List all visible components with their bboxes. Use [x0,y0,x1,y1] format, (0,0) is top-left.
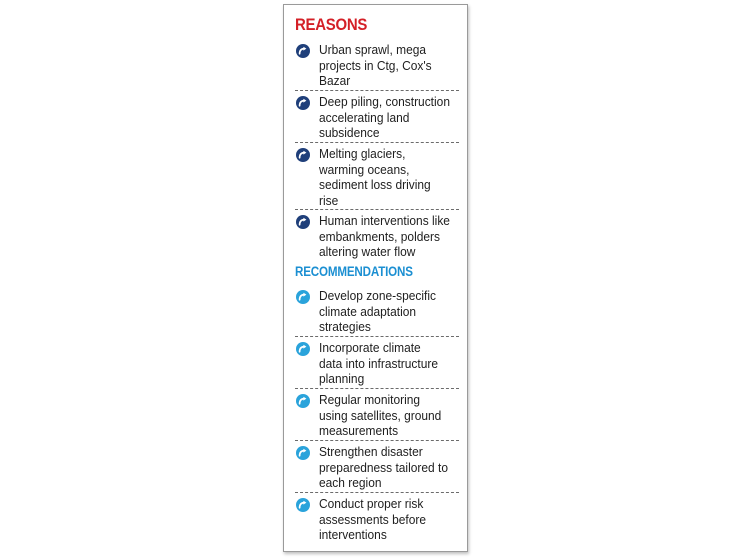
divider [295,336,459,337]
divider [295,209,459,210]
divider [295,388,459,389]
divider [295,90,459,91]
arrow-circle-icon [296,290,310,304]
arrow-circle-icon [296,342,310,356]
reason-item-text: Deep piling, construction accelerating land subsidence [319,94,450,140]
recommendation-item-text: Develop zone-specific climate adaptation strategies [319,288,437,334]
recommendation-item-text: Regular monitoring using satellites, ground measurements [319,392,442,438]
reasons-heading: REASONS [295,15,368,34]
reason-item-text: Urban sprawl, mega projects in Ctg, Cox's Bazar [319,42,432,88]
arrow-circle-icon [296,96,310,110]
arrow-circle-icon [296,44,310,58]
recommendations-heading: RECOMMENDATIONS [295,264,413,279]
arrow-circle-icon [296,148,310,162]
infobox-panel [283,4,468,552]
arrow-circle-icon [296,215,310,229]
divider [295,440,459,441]
arrow-circle-icon [296,498,310,512]
divider [295,142,459,143]
recommendation-item-text: Incorporate climate data into infrastructure planning [319,340,439,386]
arrow-circle-icon [296,394,310,408]
recommendation-item-text: Strengthen disaster preparedness tailored to each region [319,444,448,490]
reason-item-text: Melting glaciers, warming oceans, sediment loss driving rise [319,146,431,208]
recommendation-item-text: Conduct proper risk assessments before interventions [319,496,427,542]
divider [295,492,459,493]
arrow-circle-icon [296,446,310,460]
reason-item-text: Human interventions like embankments, polders altering water flow [319,213,450,259]
